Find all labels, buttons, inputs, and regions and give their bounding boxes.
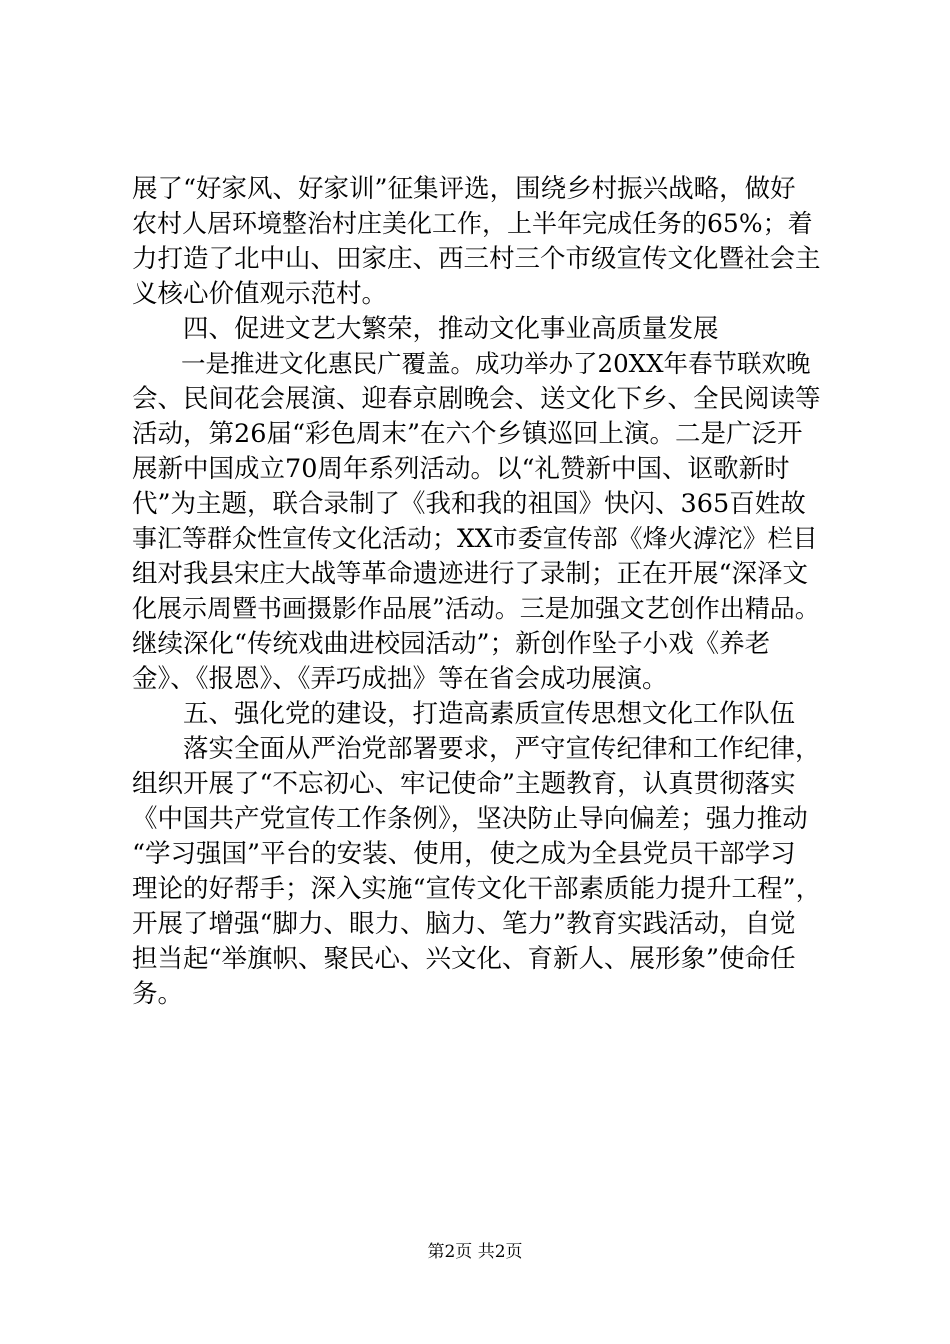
body-text-line: 组织开展了“不忘初心、牢记使命”主题教育，认真贯彻落实: [132, 769, 796, 799]
body-text-line: 《中国共产党宣传工作条例》，坚决防止导向偏差；强力推动: [132, 804, 808, 834]
body-text-line: “学习强国”平台的安装、使用，使之成为全县党员干部学习: [132, 839, 796, 869]
body-text-line: 化展示周暨书画摄影作品展”活动。三是加强文艺创作出精品。: [132, 594, 820, 623]
body-text-line: 力打造了北中山、田家庄、西三村三个市级宣传文化暨社会主: [132, 244, 821, 274]
body-text-line: 展了“好家风、好家训”征集评选，围绕乡村振兴战略，做好: [132, 174, 796, 204]
body-text-line: 会、民间花会展演、迎春京剧晚会、送文化下乡、全民阅读等: [132, 384, 821, 414]
body-text-line: 落实全面从严治党部署要求，严守宣传纪律和工作纪律，: [132, 734, 821, 764]
body-text-line: 义核心价值观示范村。: [132, 279, 388, 309]
body-text-line: 担当起“举旗帜、聚民心、兴文化、育新人、展形象”使命任: [132, 944, 796, 974]
body-text-line: 活动，第26届“彩色周末”在六个乡镇巡回上演。二是广泛开: [132, 419, 803, 449]
body-text-line: 一是推进文化惠民广覆盖。成功举办了20XX年春节联欢晚: [132, 349, 811, 378]
section-heading-5: 五、强化党的建设，打造高素质宣传思想文化工作队伍: [132, 699, 796, 729]
body-text-line: 组对我县宋庄大战等革命遗迹进行了录制；正在开展“深泽文: [132, 559, 809, 589]
body-text-line: 事汇等群众性宣传文化活动；XX市委宣传部《烽火滹沱》栏目: [132, 524, 818, 553]
body-text-line: 务。: [132, 979, 184, 1009]
body-text-line: 农村人居环境整治村庄美化工作，上半年完成任务的65%；着: [132, 209, 813, 238]
body-text-line: 代”为主题，联合录制了《我和我的祖国》快闪、365百姓故: [132, 489, 806, 519]
section-heading-4: 四、促进文艺大繁荣，推动文化事业高质量发展: [132, 314, 719, 344]
body-text-line: 理论的好帮手；深入实施“宣传文化干部素质能力提升工程”，: [132, 874, 822, 904]
body-text-line: 开展了增强“脚力、眼力、脑力、笔力”教育实践活动，自觉: [132, 909, 796, 939]
page-number-footer: 第2页 共2页: [427, 1242, 523, 1262]
body-text-line: 继续深化“传统戏曲进校园活动”；新创作坠子小戏《养老: [132, 629, 771, 659]
body-text-line: 金》、《报恩》、《弄巧成拙》等在省会成功展演。: [132, 664, 668, 694]
body-text-line: 展新中国成立70周年系列活动。以“礼赞新中国、讴歌新时: [132, 454, 790, 484]
